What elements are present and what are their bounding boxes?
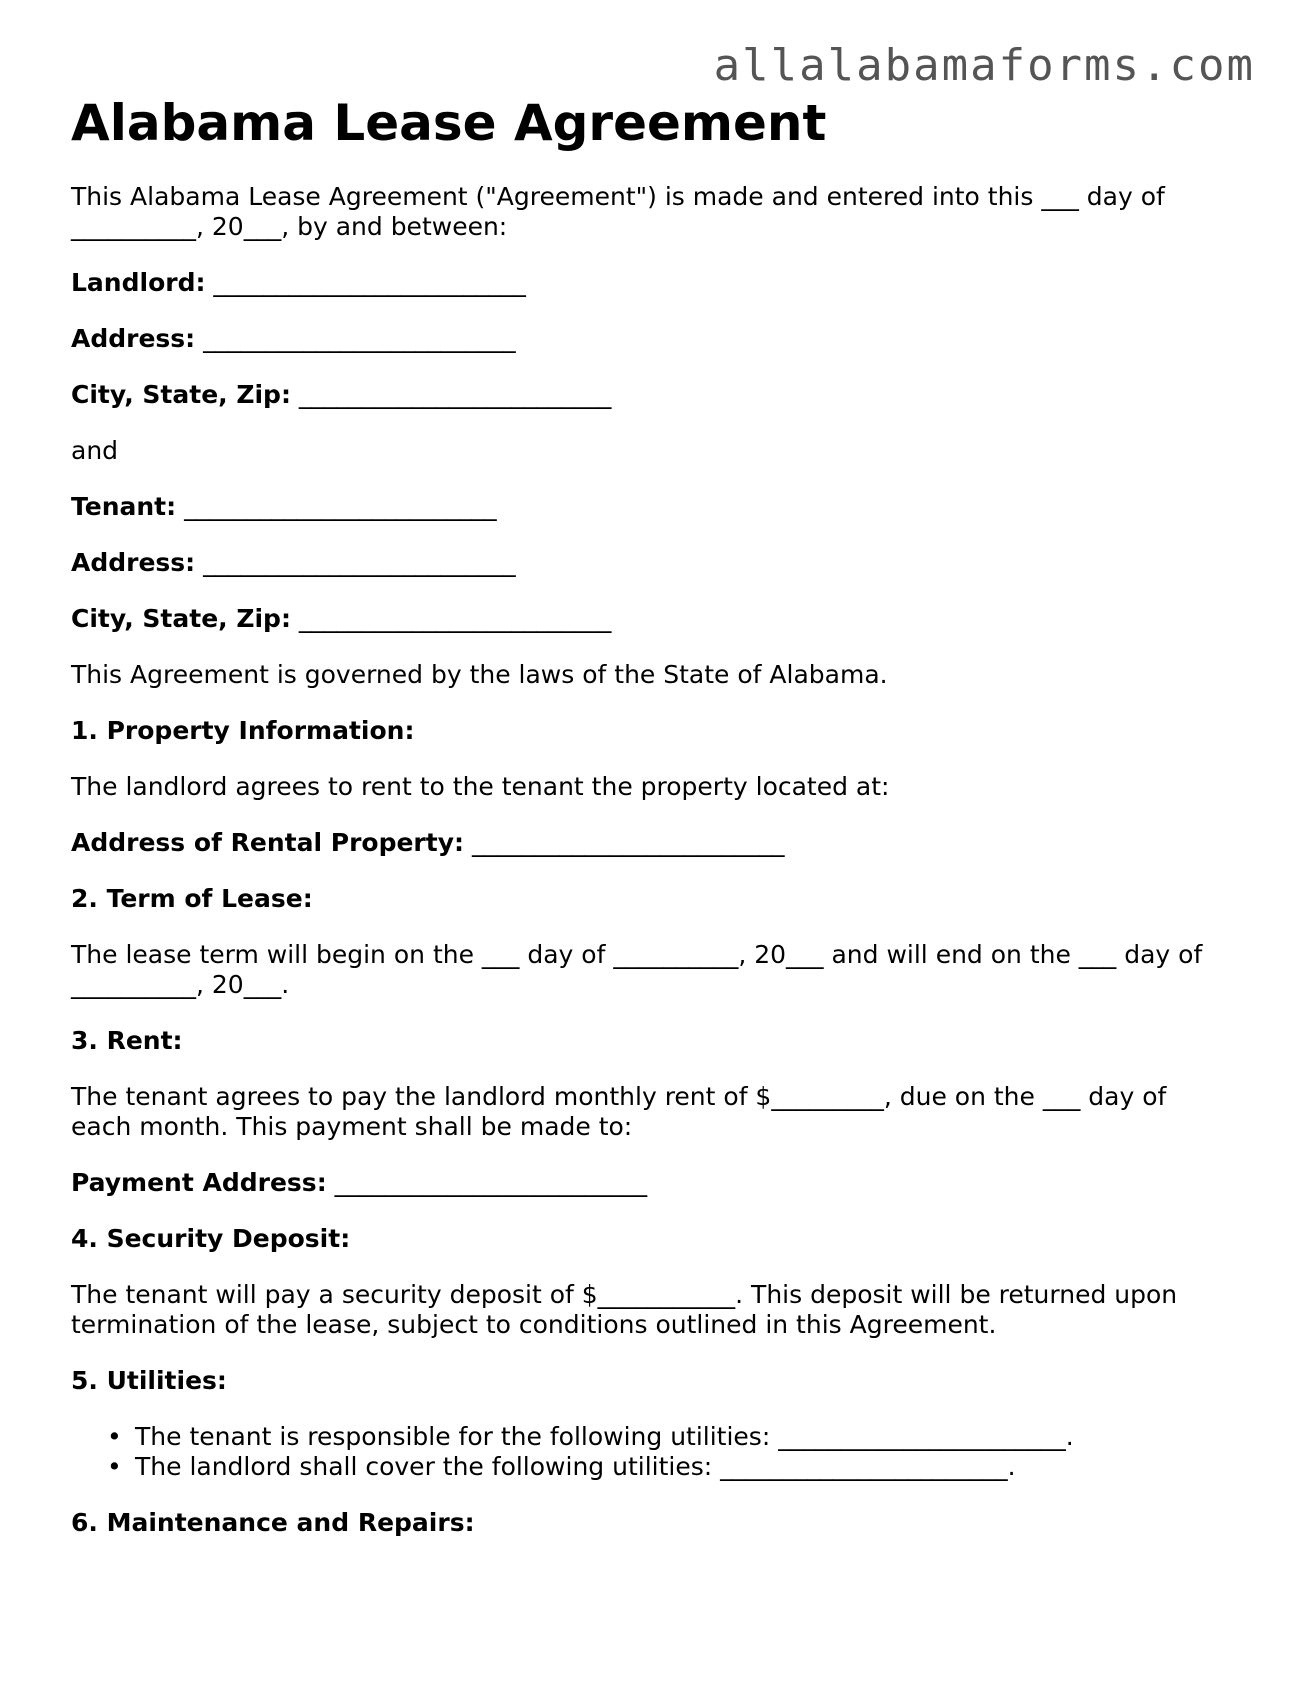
landlord-name-field bbox=[71, 268, 1231, 298]
section-property-heading: 1. Property Information: bbox=[71, 716, 415, 745]
list-item: • The tenant is responsible for the following utilities: _______________________. bbox=[107, 1422, 1231, 1452]
tenant-address-blank[interactable]: _________________________ bbox=[203, 548, 516, 577]
payment-address-field bbox=[71, 1168, 1231, 1198]
tenant-name-field bbox=[71, 492, 1231, 522]
tenant-city-label: City, State, Zip: bbox=[71, 604, 291, 633]
tenant-name-label: Tenant: bbox=[71, 492, 177, 521]
utilities-list bbox=[107, 1422, 1231, 1482]
and-text: and bbox=[71, 436, 119, 465]
rental-property-address-field bbox=[71, 828, 1231, 858]
landlord-city-field bbox=[71, 380, 1231, 410]
intro-paragraph: This Alabama Lease Agreement ("Agreement") is made and entered into this ___ day of __________, 20___, by and between: bbox=[71, 182, 1165, 241]
section-property-text: The landlord agrees to rent to the tenant the property located at: bbox=[71, 772, 890, 801]
section-deposit-heading: 4. Security Deposit: bbox=[71, 1224, 351, 1253]
landlord-address-blank[interactable]: _________________________ bbox=[203, 324, 516, 353]
section-utilities-heading: 5. Utilities: bbox=[71, 1366, 227, 1395]
section-term-text: The lease term will begin on the ___ day of __________, 20___ and will end on the ___ day of __________, 20___. bbox=[71, 940, 1203, 999]
site-watermark: allalabamaforms.com bbox=[713, 40, 1255, 91]
section-term-heading: 2. Term of Lease: bbox=[71, 884, 313, 913]
rental-property-address-blank[interactable]: _________________________ bbox=[471, 828, 785, 857]
landlord-address-label: Address: bbox=[71, 324, 196, 353]
tenant-city-blank[interactable]: _________________________ bbox=[298, 604, 612, 633]
section-rent-text: The tenant agrees to pay the landlord monthly rent of $_________, due on the ___ day of each month. This payment shall be made to: bbox=[71, 1082, 1167, 1141]
landlord-name-label: Landlord: bbox=[71, 268, 206, 297]
landlord-name-blank[interactable]: _________________________ bbox=[213, 268, 526, 297]
tenant-name-blank[interactable]: _________________________ bbox=[184, 492, 497, 521]
list-item: • The landlord shall cover the following utilities: _______________________. bbox=[107, 1452, 1231, 1482]
document-title: Alabama Lease Agreement bbox=[71, 94, 827, 152]
rental-property-address-label: Address of Rental Property: bbox=[71, 828, 464, 857]
tenant-city-field bbox=[71, 604, 1231, 634]
section-deposit-text: The tenant will pay a security deposit of $___________. This deposit will be returned upon termination of the lease, subject to conditions outlined in this Agreement. bbox=[71, 1280, 1178, 1339]
section-maintenance-heading: 6. Maintenance and Repairs: bbox=[71, 1508, 475, 1537]
tenant-address-field bbox=[71, 548, 1231, 578]
landlord-address-field bbox=[71, 324, 1231, 354]
landlord-city-blank[interactable]: _________________________ bbox=[298, 380, 612, 409]
section-rent-heading: 3. Rent: bbox=[71, 1026, 183, 1055]
payment-address-label: Payment Address: bbox=[71, 1168, 327, 1197]
lease-document bbox=[71, 94, 1231, 1564]
payment-address-blank[interactable]: _________________________ bbox=[334, 1168, 648, 1197]
tenant-address-label: Address: bbox=[71, 548, 196, 577]
governing-law-text: This Agreement is governed by the laws of the State of Alabama. bbox=[71, 660, 888, 689]
landlord-city-label: City, State, Zip: bbox=[71, 380, 291, 409]
